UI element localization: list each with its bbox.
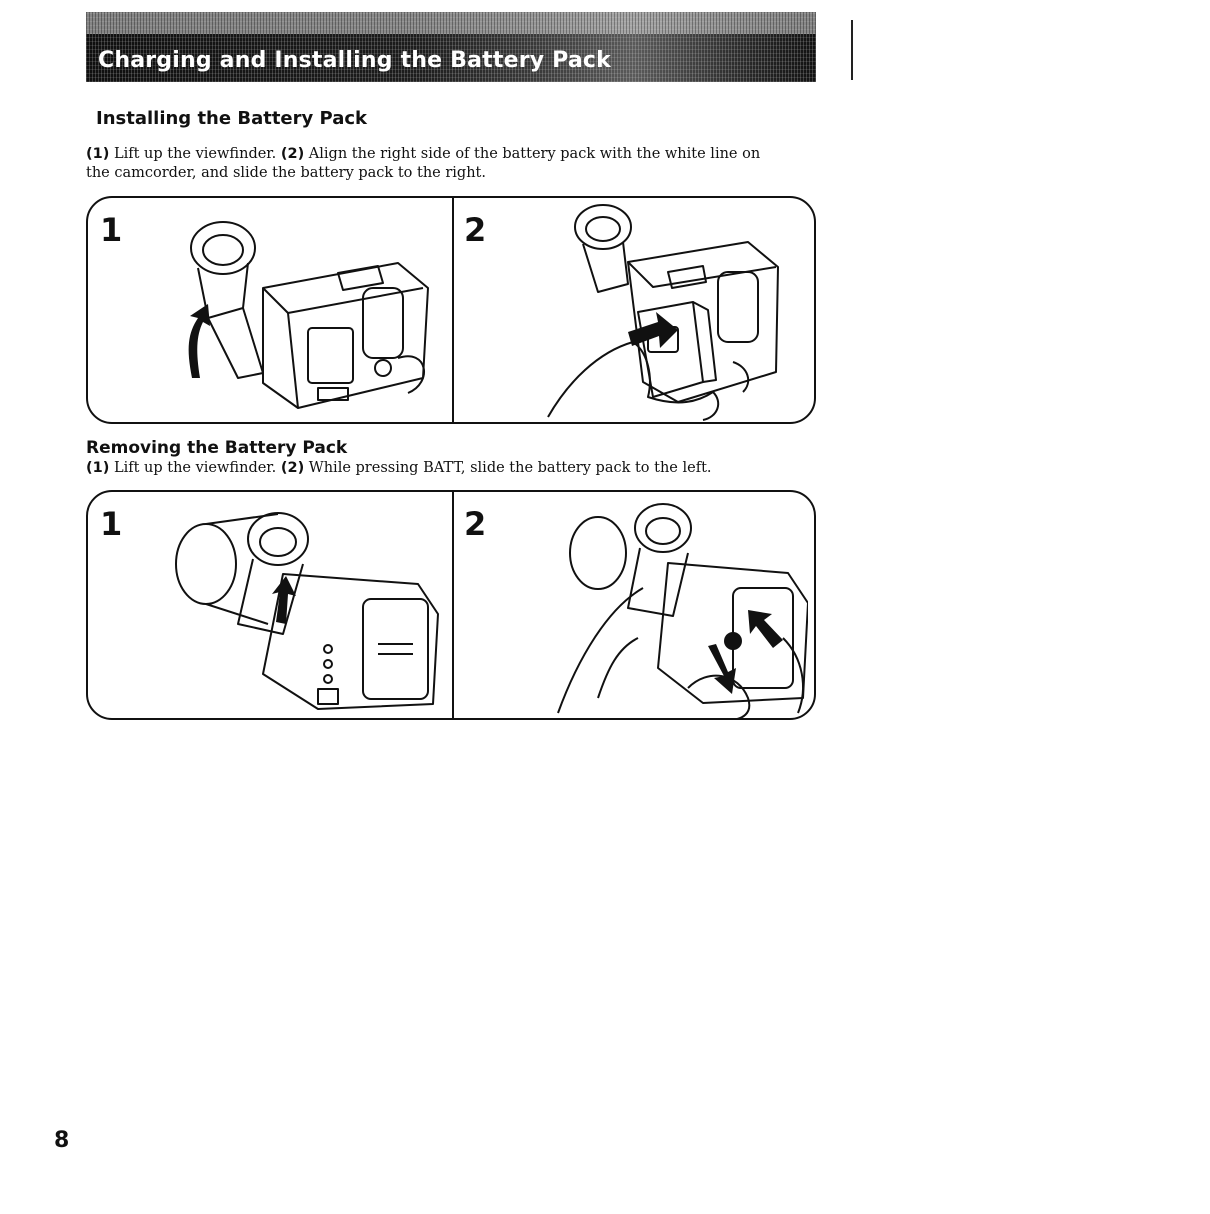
installing-panel-number-1: 1 [100, 211, 123, 249]
panel-divider [452, 492, 454, 718]
margin-rule [851, 20, 853, 80]
panel-divider [452, 198, 454, 422]
banner-title: Charging and Installing the Battery Pack [98, 48, 612, 73]
section-banner [86, 12, 816, 82]
removing-figure-frame [86, 490, 816, 720]
camcorder-rear-viewfinder-illustration [168, 504, 448, 714]
installing-step2-marker: (2) [280, 146, 305, 162]
removing-step2-text: While pressing BATT, slide the battery pack to the left. [304, 460, 712, 476]
removing-step2-marker: (2) [280, 460, 305, 476]
page-number: 8 [54, 1128, 70, 1153]
removing-heading: Removing the Battery Pack [86, 438, 348, 458]
installing-step1-marker: (1) [86, 146, 110, 162]
installing-panel-number-2: 2 [464, 211, 487, 249]
battery-pack-removal-illustration [528, 498, 808, 720]
removing-step1-text: Lift up the viewfinder. [109, 460, 281, 476]
installing-figure-frame [86, 196, 816, 424]
removing-panel-number-2: 2 [464, 505, 487, 543]
installing-heading: Installing the Battery Pack [96, 108, 368, 129]
banner-halftone [86, 12, 816, 34]
installing-instructions [86, 145, 766, 183]
removing-instructions [86, 459, 806, 478]
removing-step1-marker: (1) [86, 460, 110, 476]
battery-pack-install-illustration [528, 202, 798, 424]
removing-panel-number-1: 1 [100, 505, 123, 543]
installing-step2-text: Align the right side of the battery pack with the white line on the camcorder, and slide the battery pack to the right. [86, 146, 761, 181]
camcorder-viewfinder-up-illustration [168, 208, 438, 418]
installing-step1-text: Lift up the viewfinder. [109, 146, 281, 162]
